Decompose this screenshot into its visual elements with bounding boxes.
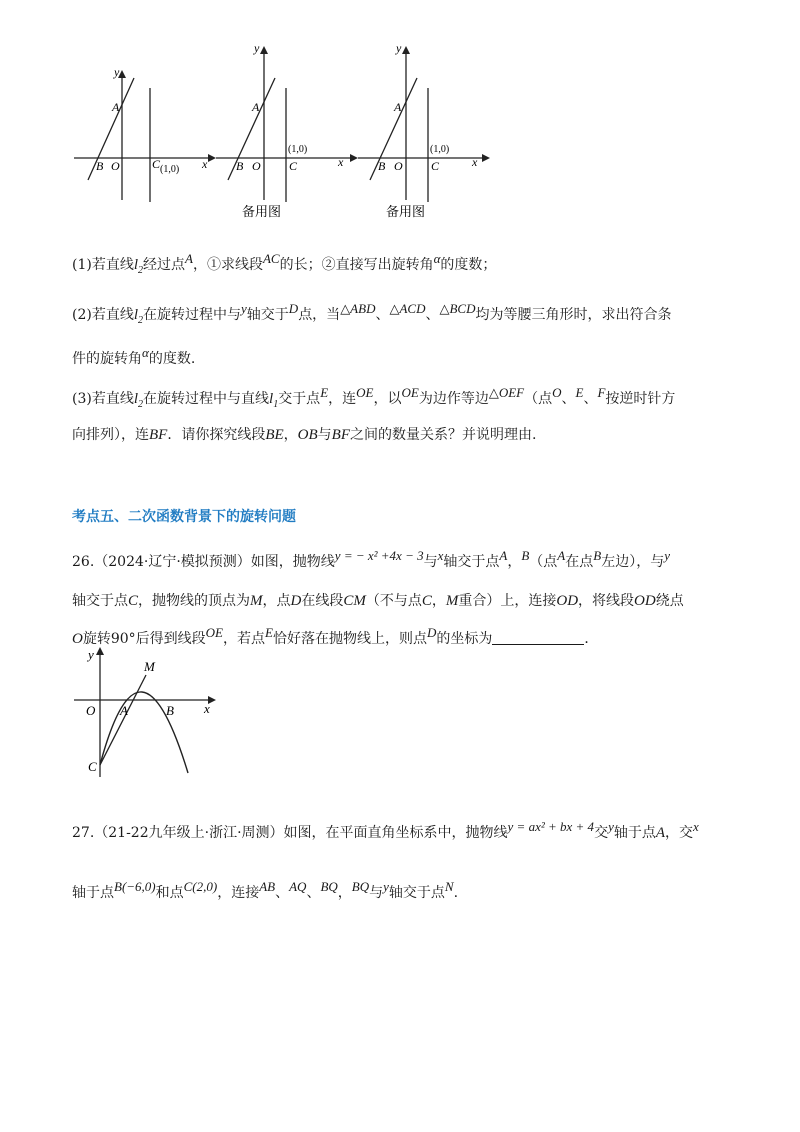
point-c-label: C	[152, 157, 161, 171]
point-a-label: A	[252, 100, 260, 114]
origin-label: O	[86, 703, 96, 718]
vertex-m-label: M	[144, 659, 155, 674]
answer-blank[interactable]	[492, 630, 584, 645]
x-axis-label: x	[204, 701, 210, 716]
point-a-label: A	[394, 100, 402, 114]
q25-part2: (2)若直线$l_2$在旋转过程中与y轴交于D点，当△ABD、△ACD、△BCD均为等腰三角形时，求出符合条	[72, 301, 672, 326]
coord-label: (1,0)	[160, 164, 180, 175]
q27-line1: 27.（21-22九年级上·浙江·周测）如图，在平面直角坐标系中，抛物线y = ax² + bx + 4交y轴于点A，交x	[72, 819, 699, 841]
coord-label: (1,0)	[430, 144, 450, 155]
point-a-label: A	[112, 100, 120, 114]
point-c-label: C	[431, 159, 440, 173]
q25-part3-cont: 向排列），连BF．请你探究线段BE，OB与BF之间的数量关系？并说明理由.	[72, 427, 537, 443]
q26-line3: O旋转90°后得到线段OE，若点E恰好落在抛物线上，则点D的坐标为 ．	[72, 625, 599, 647]
origin-label: O	[252, 159, 261, 173]
line-figure-spare-1	[212, 40, 362, 225]
q26-line1: 26.（2024·辽宁·模拟预测）如图，抛物线y = − x² +4x − 3与x轴交于点A，B（点A在点B左边），与y	[72, 548, 670, 570]
point-c-label: C	[289, 159, 298, 173]
section-heading: 考点五、二次函数背景下的旋转问题	[72, 509, 296, 525]
point-b-label: B	[166, 703, 174, 718]
point-b-label: B	[236, 159, 244, 173]
spare-figure-caption: 备用图	[386, 204, 426, 219]
origin-label: O	[111, 159, 120, 173]
point-a-label: A	[120, 703, 128, 718]
point-c-label: C	[88, 759, 97, 774]
q25-part2-cont: 件的旋转角α的度数.	[72, 345, 196, 367]
y-axis-label: y	[88, 647, 94, 662]
q25-part1: (1)若直线$l_2$经过点A，①求线段AC的长；②直接写出旋转角α的度数；	[72, 251, 497, 276]
y-axis-label: y	[396, 41, 402, 55]
origin-label: O	[394, 159, 403, 173]
line-figure-spare-2	[354, 40, 504, 225]
y-axis-label: y	[114, 65, 120, 79]
q27-line2: 轴于点B(−6,0)和点C(2,0)，连接AB、AQ、BQ，BQ与y轴交于点N.	[72, 879, 459, 901]
x-axis-label: x	[472, 155, 478, 169]
point-b-label: B	[96, 159, 104, 173]
line-figure-main	[70, 62, 220, 207]
q26-line2: 轴交于点C，抛物线的顶点为M，点D在线段CM（不与点C，M重合）上，连接OD，将线段OD绕点	[72, 593, 684, 609]
q25-part3: (3)若直线$l_2$在旋转过程中与直线$l_1$交于点E，连OE，以OE为边作等边△OEF（点O、E、F按逆时针方	[72, 385, 676, 410]
y-axis-label: y	[254, 41, 260, 55]
x-axis-label: x	[338, 155, 344, 169]
x-axis-label: x	[202, 157, 208, 171]
coord-label: (1,0)	[288, 144, 308, 155]
point-b-label: B	[378, 159, 386, 173]
spare-figure-caption: 备用图	[242, 204, 282, 219]
parabola-figure	[70, 645, 220, 780]
